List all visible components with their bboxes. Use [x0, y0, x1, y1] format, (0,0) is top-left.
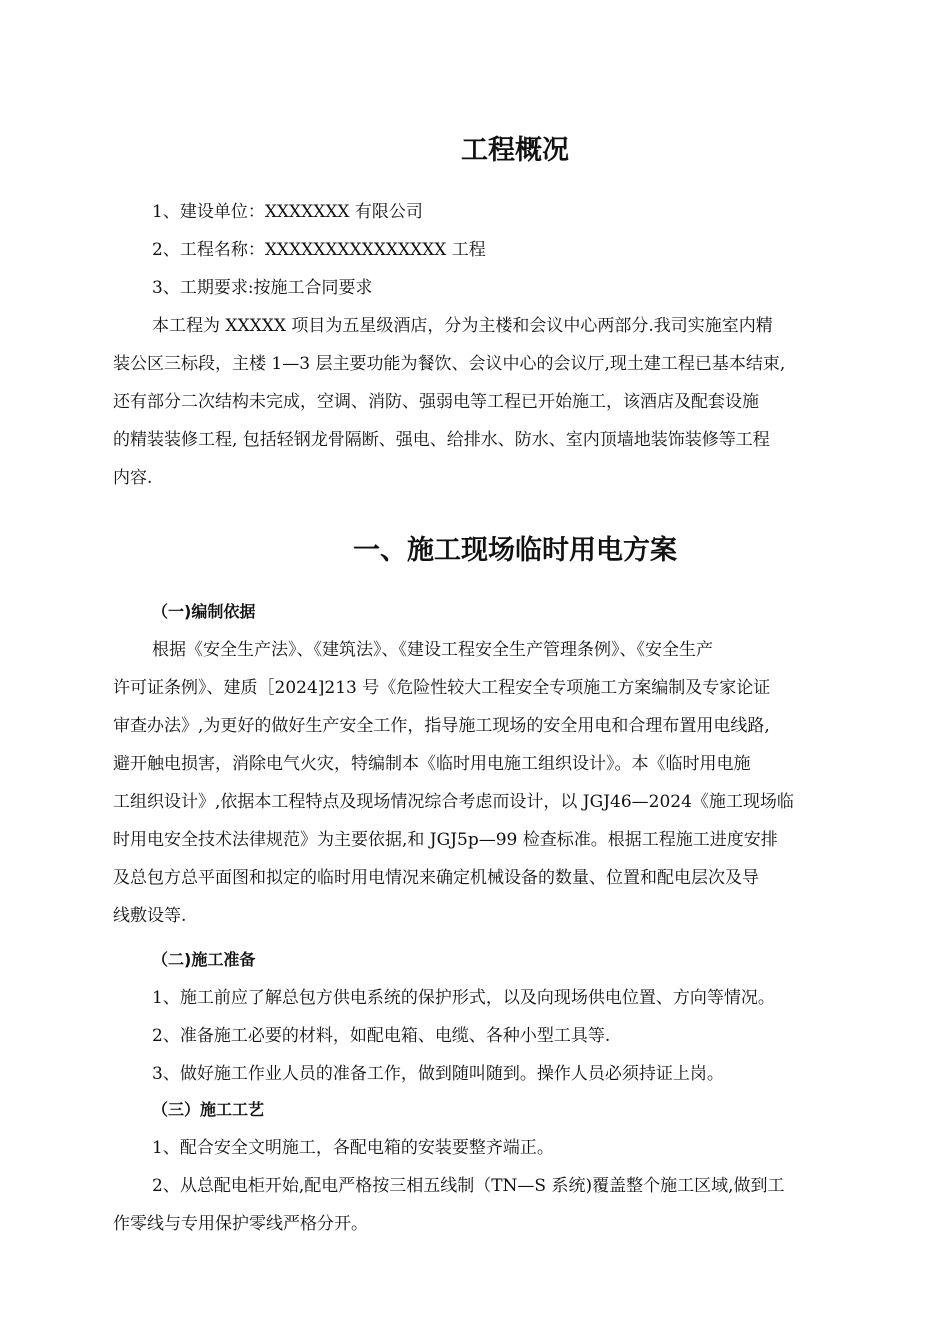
basis-line: 审查办法》,为更好的做好生产安全工作，指导施工现场的安全用电和合理布置用电线路,	[113, 716, 770, 736]
prep-item-1: 1、施工前应了解总包方供电系统的保护形式，以及向现场供电位置、方向等情况。	[152, 988, 775, 1008]
basis-line: 根据《安全生产法》、《建筑法》、《建设工程安全生产管理条例》、《安全生产	[152, 640, 713, 660]
overview-para-line: 的精装装修工程, 包括轻钢龙骨隔断、强电、给排水、防水、室内顶墙地装饰装修等工程	[113, 430, 770, 450]
basis-line: 及总包方总平面图和拟定的临时用电情况来确定机械设备的数量、位置和配电层次及导	[113, 868, 759, 888]
basis-line: 时用电安全技术法律规范》为主要依据,和 JGJ5p—99 检查标准。根据工程施工进度安排	[113, 830, 778, 850]
basis-line: 线敷设等.	[113, 906, 187, 926]
overview-para-line: 还有部分二次结构未完成，空调、消防、强弱电等工程已开始施工，该酒店及配套设施	[113, 392, 759, 412]
overview-title: 工程概况	[461, 135, 569, 166]
overview-para-line: 本工程为 XXXXX 项目为五星级酒店，分为主楼和会议中心两部分.我司实施室内精	[152, 316, 773, 336]
overview-item-3: 3、工期要求:按施工合同要求	[152, 278, 373, 298]
section-title: 一、施工现场临时用电方案	[353, 535, 677, 566]
prep-item-2: 2、准备施工必要的材料，如配电箱、电缆、各种小型工具等.	[152, 1026, 611, 1046]
process-item-2-line: 作零线与专用保护零线严格分开。	[113, 1214, 368, 1234]
process-item-1: 1、配合安全文明施工，各配电箱的安装要整齐端正。	[152, 1138, 554, 1158]
prep-item-3: 3、做好施工作业人员的准备工作，做到随叫随到。操作人员必须持证上岗。	[152, 1064, 724, 1084]
overview-item-2: 2、工程名称：XXXXXXXXXXXXXXX 工程	[152, 240, 486, 260]
prep-heading: （二)施工准备	[152, 950, 256, 969]
overview-item-1: 1、建设单位：XXXXXXX 有限公司	[152, 202, 423, 222]
overview-para-line: 装公区三标段，主楼 1—3 层主要功能为餐饮、会议中心的会议厅,现土建工程已基本结束,	[113, 354, 786, 374]
basis-line: 避开触电损害，消除电气火灾，特编制本《临时用电施工组织设计》。本《临时用电施	[113, 754, 751, 774]
basis-heading: （一)编制依据	[152, 602, 256, 621]
basis-line: 许可证条例》、建质［2024]213 号《危险性较大工程安全专项施工方案编制及专家论证	[113, 678, 771, 698]
overview-para-line: 内容.	[113, 468, 153, 488]
basis-line: 工组织设计》,依据本工程特点及现场情况综合考虑而设计，以 JGJ46—2024《施工现场临	[113, 792, 794, 812]
process-heading: （三）施工工艺	[152, 1100, 265, 1119]
process-item-2-line: 2、从总配电柜开始,配电严格按三相五线制（TN—S 系统)覆盖整个施工区域,做到工	[152, 1176, 785, 1196]
